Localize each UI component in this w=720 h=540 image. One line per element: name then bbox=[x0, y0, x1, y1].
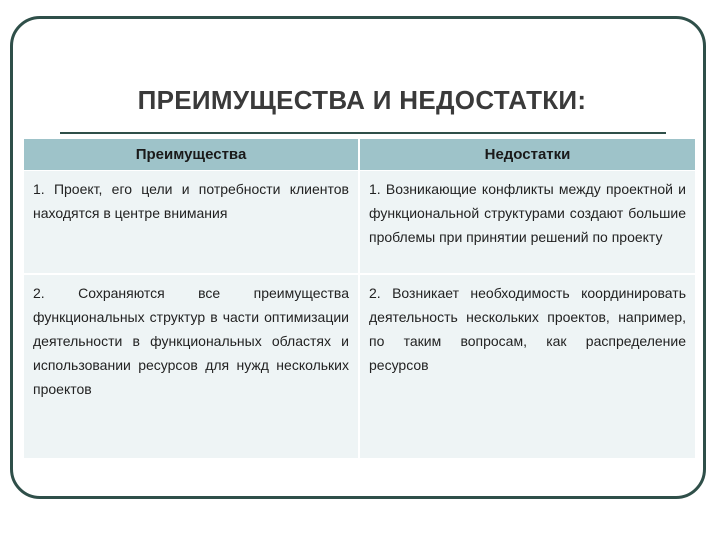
disadvantage-cell: 2. Возникает необходимость координировать деятельность нескольких проектов, например, по таким вопросам, как распределение ресурсов bbox=[359, 274, 695, 458]
title-underline bbox=[60, 132, 666, 134]
comparison-table bbox=[24, 139, 695, 458]
header-disadvantages: Недостатки bbox=[359, 139, 695, 171]
header-advantages: Преимущества bbox=[24, 139, 359, 171]
advantage-cell: 2. Сохраняются все преимущества функциональных структур в части оптимизации деятельности в функциональных областях и использовании ресурсов для нужд нескольких проектов bbox=[24, 274, 359, 458]
table-row bbox=[24, 171, 695, 274]
disadvantage-cell: 1. Возникающие конфликты между проектной и функциональной структурами создают большие проблемы при принятии решений по проекту bbox=[359, 171, 695, 274]
slide-title: ПРЕИМУЩЕСТВА И НЕДОСТАТКИ: bbox=[137, 85, 587, 115]
advantage-cell: 1. Проект, его цели и потребности клиентов находятся в центре внимания bbox=[24, 171, 359, 274]
table-row bbox=[24, 274, 695, 458]
table-header-row bbox=[24, 139, 695, 171]
